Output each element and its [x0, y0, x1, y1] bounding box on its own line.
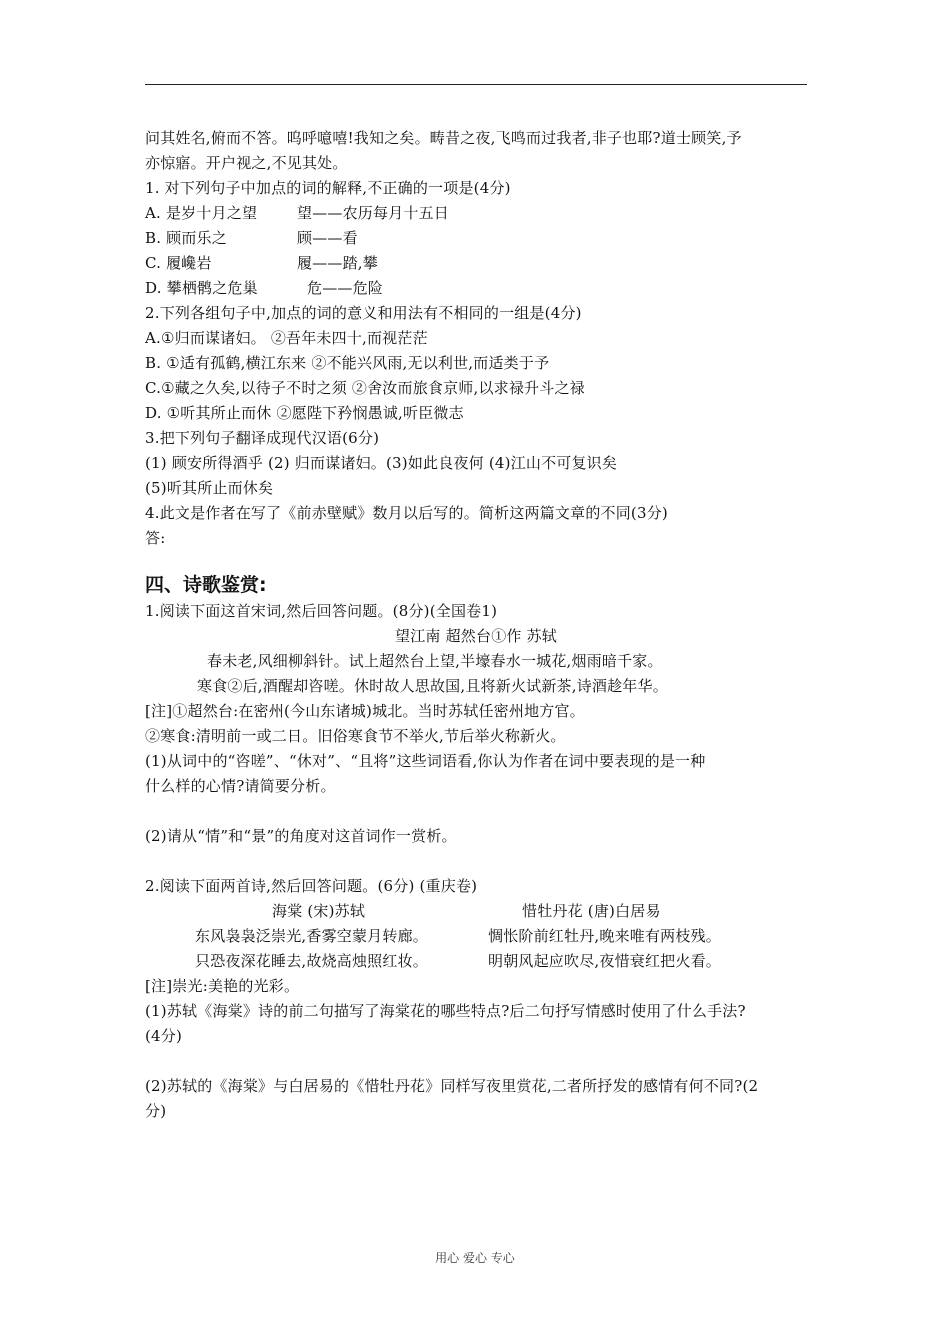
- q1-option-b-gloss: 顾——看: [297, 229, 358, 247]
- poem1-question-1-line-2: 什么样的心情?请简要分析。: [145, 777, 336, 795]
- q1-option-a-sentence: A. 是岁十月之望: [145, 204, 258, 222]
- poem2-question-1-line-1: (1)苏轼《海棠》诗的前二句描写了海棠花的哪些特点?后二句抒写情感时使用了什么手法?: [145, 1002, 746, 1020]
- poem1-note-1: [注]①超然台:在密州(今山东诸城)城北。当时苏轼任密州地方官。: [145, 702, 585, 720]
- q1-option-d-sentence: D. 攀栖鹘之危巢: [145, 279, 258, 297]
- q1-option-a-gloss: 望——农历每月十五日: [297, 204, 450, 222]
- q2-option-d: D. ①听其所止而休 ②愿陛下矜悯愚诚,听臣微志: [145, 404, 464, 422]
- q3-items-line-1: (1) 顾安所得酒乎 (2) 归而谋诸妇。(3)如此良夜何 (4)江山不可复识矣: [145, 454, 618, 472]
- q1-option-c: [145, 253, 378, 273]
- poem1-verse-2: 寒食②后,酒醒却咨嗟。休时故人思故国,且将新火试新茶,诗酒趁年华。: [197, 677, 668, 695]
- page-footer: 用心 爱心 专心: [435, 1251, 515, 1265]
- poem2-note: [注]崇光:美艳的光彩。: [145, 977, 300, 995]
- poem2-right-line-1: 惆怅阶前红牡丹,晚来唯有两枝残。: [488, 927, 721, 945]
- q4-answer-label: 答:: [145, 529, 166, 547]
- q1-option-b-sentence: B. 顾而乐之: [145, 229, 227, 247]
- q2-option-b: B. ①适有孤鹤,横江东来 ②不能兴风雨,无以利世,而适类于予: [145, 354, 550, 372]
- poem1-verse-1: 春未老,风细柳斜针。试上超然台上望,半壕春水一城花,烟雨暗千家。: [207, 652, 663, 670]
- q1-option-c-sentence: C. 履巉岩: [145, 254, 212, 272]
- poem1-note-2: ②寒食:清明前一或二日。旧俗寒食节不举火,节后举火称新火。: [145, 727, 566, 745]
- poem2-question-2-line-1: (2)苏轼的《海棠》与白居易的《惜牡丹花》同样写夜里赏花,二者所抒发的感情有何不同?(2: [145, 1077, 759, 1095]
- poem2-left-line-2: 只恐夜深花睡去,故烧高烛照红妆。: [195, 952, 428, 970]
- poem2-intro: 2.阅读下面两首诗,然后回答问题。(6分) (重庆卷): [145, 877, 478, 895]
- poem1-question-1-line-1: (1)从词中的“咨嗟”、“休对”、“且将”这些词语看,你认为作者在词中要表现的是一种: [145, 752, 706, 770]
- poem1-intro: 1.阅读下面这首宋词,然后回答问题。(8分)(全国卷1): [145, 602, 498, 620]
- passage-line-1: 问其姓名,俯而不答。呜呼噫嘻!我知之矣。畴昔之夜,飞鸣而过我者,非子也耶?道士顾笑,予: [145, 129, 742, 147]
- q3-items-line-2: (5)听其所止而休矣: [145, 479, 274, 497]
- poem2-right-line-2: 明朝风起应吹尽,夜惜衰红把火看。: [488, 952, 721, 970]
- q2-option-a: A.①归而谋诸妇。 ②吾年未四十,而视茫茫: [145, 329, 428, 347]
- q3-stem: 3.把下列句子翻译成现代汉语(6分): [145, 429, 380, 447]
- poem2-question-1-line-2: (4分): [145, 1027, 183, 1045]
- q1-option-d-gloss: 危——危险: [307, 279, 384, 297]
- q1-option-d: [145, 278, 384, 298]
- q1-option-b: [145, 228, 358, 248]
- q2-stem: 2.下列各组句子中,加点的词的意义和用法有不相同的一组是(4分): [145, 304, 582, 322]
- poem2-question-2-line-2: 分): [145, 1102, 167, 1120]
- passage-line-2: 亦惊寤。开户视之,不见其处。: [145, 154, 348, 172]
- q1-stem: 1. 对下列句子中加点的词的解释,不正确的一项是(4分): [145, 179, 511, 197]
- header-rule: [145, 84, 807, 85]
- q1-option-c-gloss: 履——踏,攀: [297, 254, 378, 272]
- poem2-left-line-1: 东风袅袅泛崇光,香雾空蒙月转廊。: [195, 927, 428, 945]
- poem2-title-right: 惜牡丹花 (唐)白居易: [522, 902, 661, 920]
- poem1-title: 望江南 超然台①作 苏轼: [395, 627, 557, 645]
- q1-option-a: [145, 203, 450, 223]
- section-heading: 四、诗歌鉴赏:: [145, 574, 267, 596]
- poem2-title-left: 海棠 (宋)苏轼: [272, 902, 366, 920]
- q2-option-c: C.①藏之久矣,以待子不时之须 ②舍汝而旅食京师,以求禄升斗之禄: [145, 379, 585, 397]
- poem1-question-2: (2)请从“情”和“景”的角度对这首词作一赏析。: [145, 827, 457, 845]
- q4-stem: 4.此文是作者在写了《前赤壁赋》数月以后写的。简析这两篇文章的不同(3分): [145, 504, 668, 522]
